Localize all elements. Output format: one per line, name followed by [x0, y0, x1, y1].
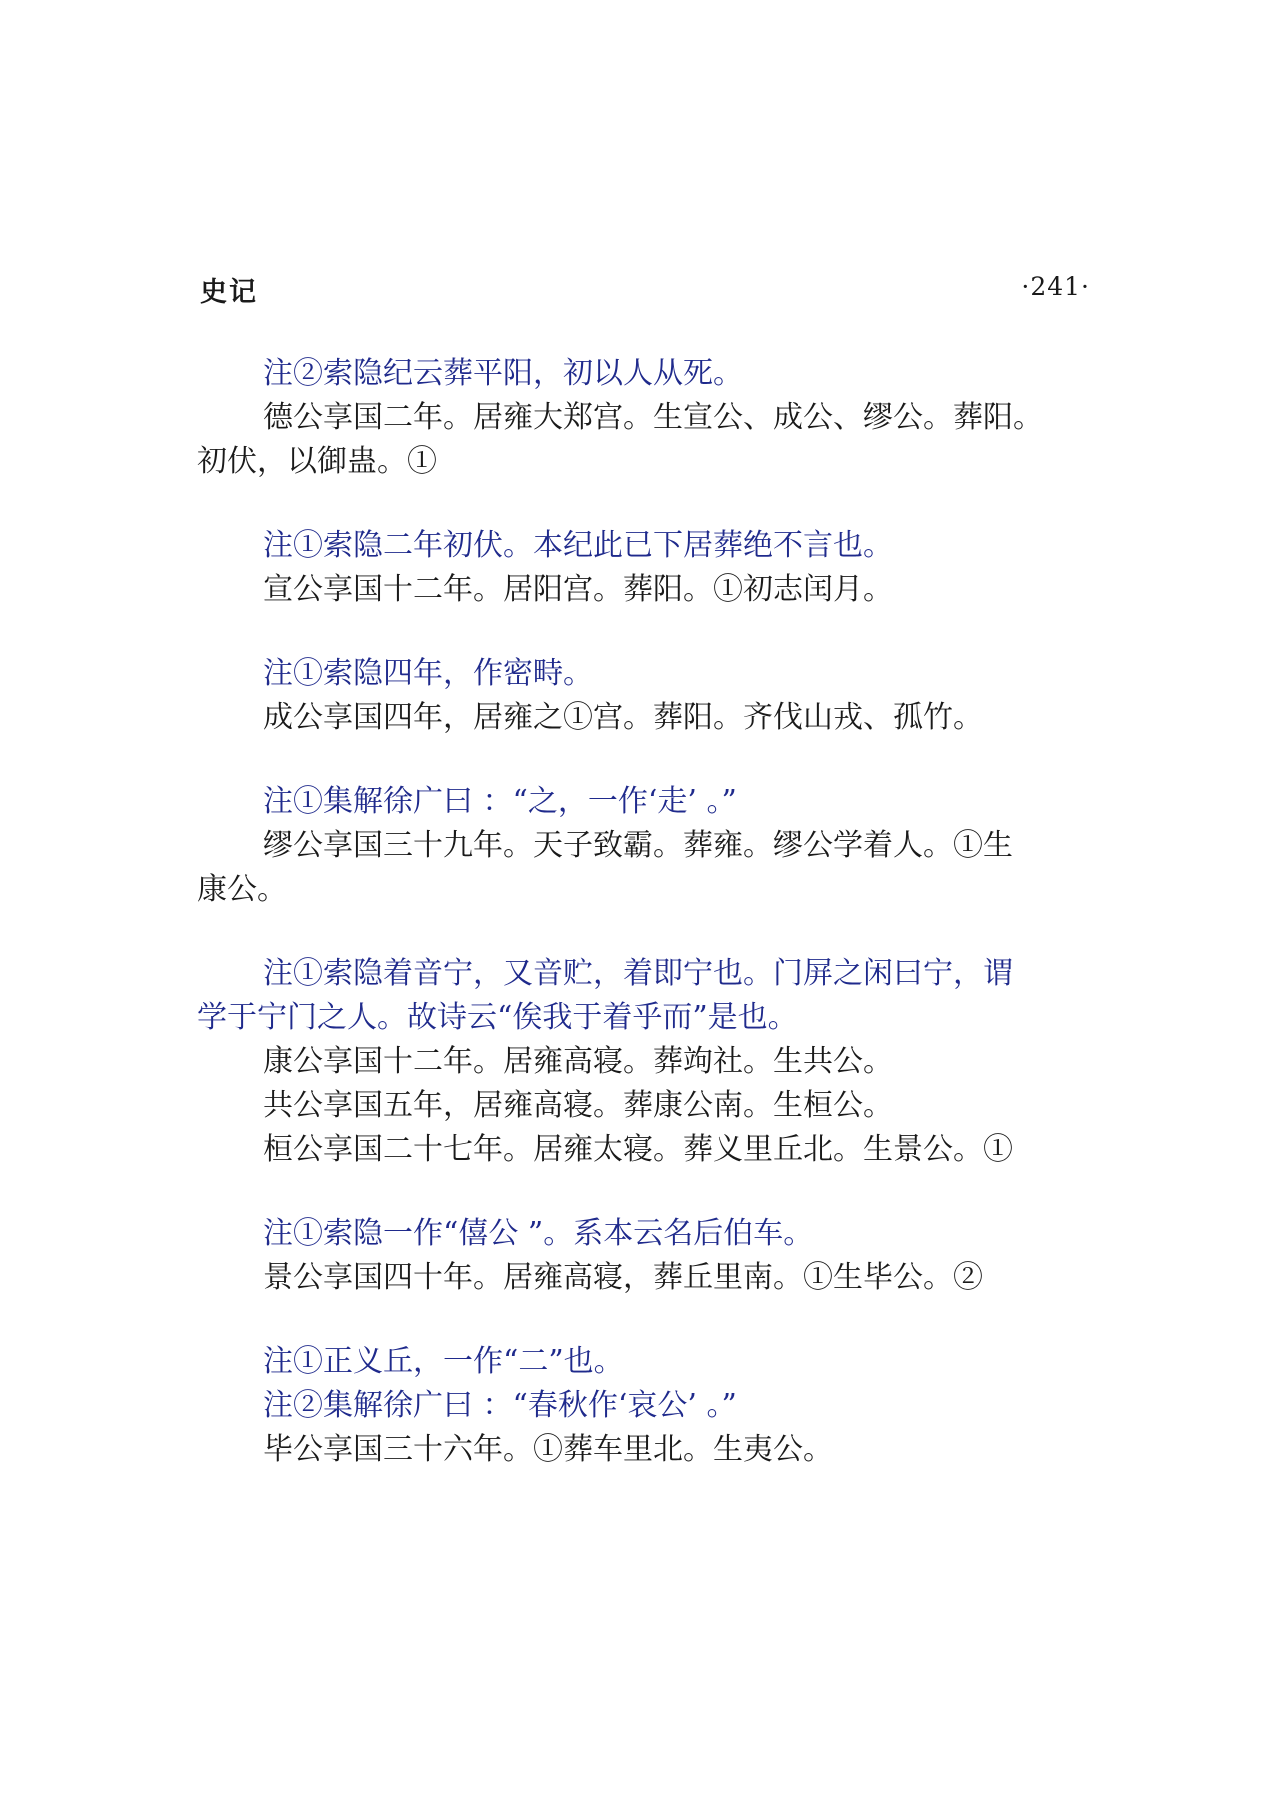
text-line: 成公享国四年，居雍之①宫。葬阳。齐伐山戎、孤竹。 [263, 700, 983, 735]
annotation-line: 注②集解徐广曰 ：“春秋作‘哀公’ 。” [263, 1388, 737, 1423]
text-line: 宣公享国十二年。居阳宫。葬阳。①初志闰月。 [263, 572, 893, 607]
text-line: 德公享国二年。居雍大郑宫。生宣公、成公、缪公。葬阳。 [263, 400, 1043, 435]
text-line: 初伏，以御蛊。① [197, 444, 437, 479]
page-header [200, 270, 1090, 310]
paragraph-gap [197, 1300, 1112, 1340]
text-line: 景公享国四十年。居雍高寝，葬丘里南。①生毕公。② [263, 1260, 983, 1295]
page-number: ·241· [1021, 272, 1090, 301]
annotation-line: 注①正义丘，一作“二”也。 [263, 1344, 624, 1379]
book-title: 史记 [200, 277, 258, 308]
paragraph-gap [197, 912, 1112, 952]
paragraph-gap [197, 484, 1112, 524]
text-line: 毕公享国三十六年。①葬车里北。生夷公。 [263, 1432, 833, 1467]
annotation-line: 注①索隐一作“僖公 ”。系本云名后伯车。 [263, 1216, 814, 1251]
text-line: 共公享国五年，居雍高寝。葬康公南。生桓公。 [263, 1088, 893, 1123]
text-line: 康公享国十二年。居雍高寝。葬竘社。生共公。 [263, 1044, 893, 1079]
annotation-line: 注①索隐着音宁，又音贮，着即宁也。门屏之闲曰宁，谓 [263, 956, 1013, 991]
annotation-line: 注①索隐二年初伏。本纪此已下居葬绝不言也。 [263, 528, 893, 563]
annotation-line: 注②索隐纪云葬平阳，初以人从死。 [263, 356, 743, 391]
text-line: 桓公享国二十七年。居雍太寝。葬义里丘北。生景公。① [263, 1132, 1013, 1167]
annotation-line: 注①集解徐广曰 ：“之，一作‘走’ 。” [263, 784, 737, 819]
text-line: 康公。 [197, 872, 287, 907]
annotation-line: 注①索隐四年，作密畤。 [263, 656, 593, 691]
text-line: 缪公享国三十九年。天子致霸。葬雍。缪公学着人。①生 [263, 828, 1013, 863]
page-body [197, 352, 1112, 1472]
annotation-line: 学于宁门之人。故诗云“俟我于着乎而”是也。 [197, 1000, 798, 1035]
paragraph-gap [197, 740, 1112, 780]
paragraph-gap [197, 1172, 1112, 1212]
paragraph-gap [197, 612, 1112, 652]
